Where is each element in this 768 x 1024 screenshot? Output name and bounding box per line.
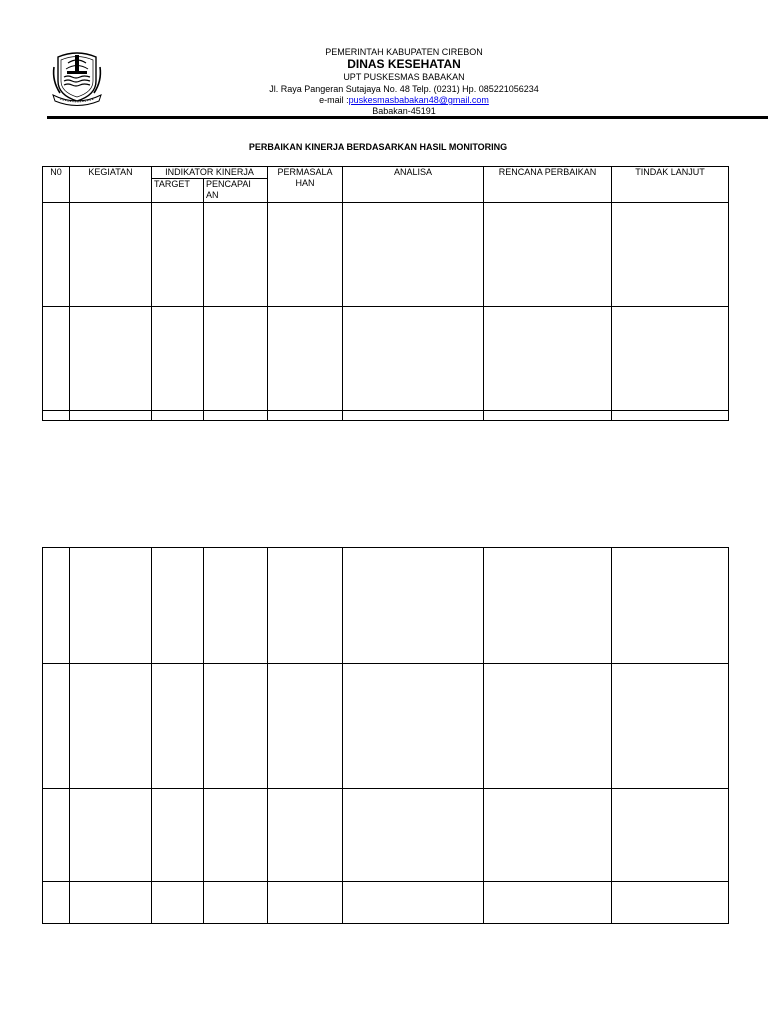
table-cell [612,789,729,882]
table-cell [43,664,70,789]
table-cell [43,882,70,924]
header-permasalahan [268,167,343,203]
table-cell [43,307,70,411]
table-row [43,203,729,307]
table-cell [343,548,484,664]
header-pencapaian-line-1: PENCAPAI [206,179,251,189]
table-cell [268,548,343,664]
table-row [43,789,729,882]
table-cell [343,307,484,411]
header-tindak-lanjut: TINDAK LANJUT [612,167,729,203]
table-cell [152,882,204,924]
letterhead-address: Jl. Raya Pangeran Sutajaya No. 48 Telp. (0231) Hp. 085221056234 [269,84,539,94]
table-cell [70,411,152,421]
table-cell [43,411,70,421]
table-row [43,882,729,924]
table-cell [70,664,152,789]
table-cell [612,882,729,924]
table-cell [268,411,343,421]
table-cell [152,411,204,421]
monitoring-table-page-1 [42,166,729,421]
table-cell [152,203,204,307]
table-cell [484,664,612,789]
table-cell [204,664,268,789]
letterhead-unit: UPT PUSKESMAS BABAKAN [343,72,465,82]
table-cell [70,307,152,411]
table-cell [204,411,268,421]
header-analisa: ANALISA [343,167,484,203]
table-cell [152,307,204,411]
table-cell [612,664,729,789]
header-target: TARGET [152,179,204,203]
table-cell [484,789,612,882]
table-cell [268,882,343,924]
table-cell [152,664,204,789]
table-cell [268,307,343,411]
email-label: e-mail : [319,95,349,105]
table-cell [70,789,152,882]
table-cell [612,307,729,411]
table-cell [484,307,612,411]
table-cell [70,203,152,307]
table-cell [43,203,70,307]
header-pencapaian-line-2: AN [206,190,219,200]
table-cell [204,882,268,924]
table-cell [484,203,612,307]
letterhead-agency: DINAS KESEHATAN [347,57,461,71]
table-cell [204,307,268,411]
header-rencana-perbaikan: RENCANA PERBAIKAN [484,167,612,203]
table-cell [268,789,343,882]
table-cell [343,203,484,307]
header-no: N0 [43,167,70,203]
letterhead-postal: Babakan-45191 [372,106,436,116]
monitoring-table-page-2 [42,547,729,924]
table-cell [612,411,729,421]
header-kegiatan: KEGIATAN [70,167,152,203]
header-indikator-kinerja: INDIKATOR KINERJA [152,167,268,179]
table-cell [152,548,204,664]
table-cell [612,203,729,307]
table-cell [612,548,729,664]
table-cell [268,664,343,789]
table-cell [204,548,268,664]
table-cell [484,548,612,664]
table-cell [343,411,484,421]
table-cell [43,548,70,664]
table-cell [343,664,484,789]
table-cell [152,789,204,882]
header-pencapaian [204,179,268,203]
header-permasalahan-line-1: PERMASALA [277,167,333,177]
letterhead-divider [47,116,768,119]
table-row [43,307,729,411]
table-cell [484,411,612,421]
table-row [43,411,729,421]
table-cell [70,882,152,924]
table-row [43,548,729,664]
table-cell [343,882,484,924]
letterhead-government: PEMERINTAH KABUPATEN CIREBON [325,47,483,57]
header-permasalahan-line-2: HAN [295,178,315,188]
table-cell [268,203,343,307]
table-cell [343,789,484,882]
document-title: PERBAIKAN KINERJA BERDASARKAN HASIL MONITORING [248,142,508,152]
table-cell [43,789,70,882]
table-cell [204,789,268,882]
email-link[interactable]: puskesmasbabakan48@gmail.com [348,95,489,105]
table-row [43,664,729,789]
table-cell [204,203,268,307]
table-cell [484,882,612,924]
table-cell [70,548,152,664]
